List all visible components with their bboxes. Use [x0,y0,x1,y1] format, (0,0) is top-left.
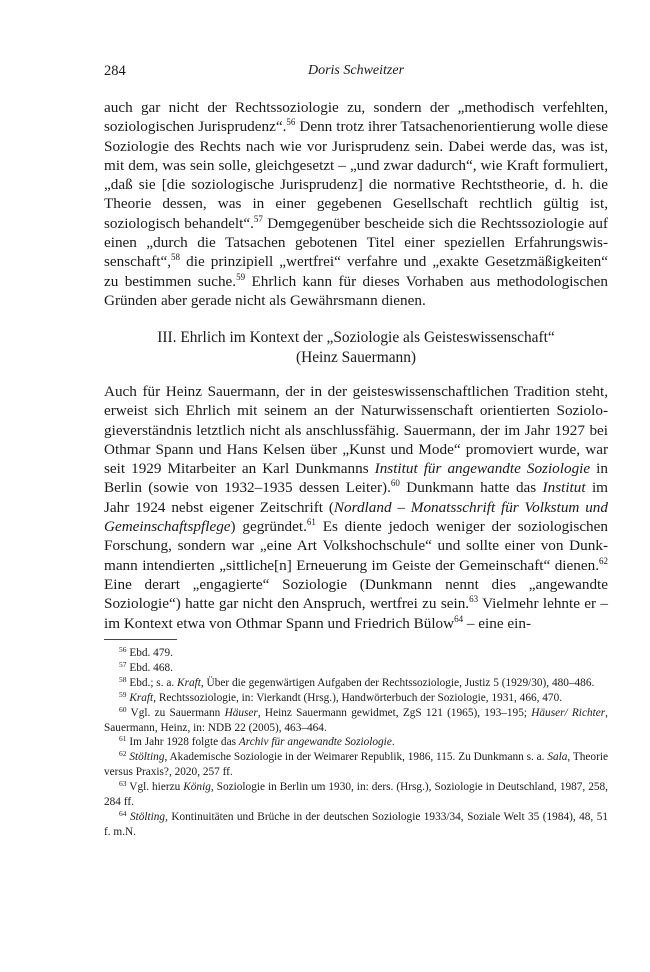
footnote-divider [104,639,177,640]
footnote-ref-60[interactable]: 60 [390,478,400,489]
footnote-56: $^{56}$ Ebd. 479. [119,645,173,659]
footnote-63: $^{63}$ Vgl. hierzu König, Soziologie in Berlin um 1930, in: ders. (Hrsg.), Soziologie in Deutschland, 1987, 258, 284 ff. [104,779,608,809]
footnote-ref-56[interactable]: 56 [286,117,296,128]
paragraph-2: Auch für Heinz Sauermann, der in der geisteswissenschaftlichen Tradition steht, erweist sich Ehrlich mit seinem an der Naturwissenschaft orientierten Soziologieverständnis letztlich nicht als anschlussfähig. Sauermann, der im Jahr 1927 bei Othmar Spann und Hans Kelsen über „Kunst und Mode“ promoviert wurde, war seit 1929 Mitarbeiter an Karl Dunkmanns Institut für angewandte Soziologie in Berlin (sowie von 1932–1935 dessen Leiter).$^{60}$ Dunkmann hatte das Institut im Jahr 1924 nebst eigener Zeitschrift (Nordland – Monatsschrift für Volkstum und Gemeinschaftspflege) gegründet.$^{61}$ Es diente jedoch weniger der soziologischen Forschung, sondern war „eine Art Volkshochschule“ und sollte einer von Dunkmann intendierten „sittliche[n] Erneuerung im Geiste der Gemeinschaft“ dienen.$^{62}$ Eine derart „engagierte“ Soziologie (Dunkmann nennt dies „angewandte Soziologie“) hatte gar nicht den Anspruch, wertfrei zu sein.$^{63}$ Vielmehr lehnte er – im Kontext etwa von Othmar Spann und Friedrich Bülow$^{64}$ – eine ein- [104,383,608,632]
footnote-ref-63[interactable]: 63 [469,594,479,605]
running-head: Doris Schweitzer [307,63,405,78]
footnotes [104,646,608,840]
footnote-57: $^{57}$ Ebd. 468. [119,659,173,674]
footnote-62: $^{62}$ Stölting, Akademische Soziologie in der Weimarer Republik, 1986, 115. Zu Dunkmann s. a. Sala, Theorie versus Praxis?, 2020, 257 ff. [104,749,608,779]
footnote-59: $^{59}$ Kraft, Rechtssoziologie, in: Vierkandt (Hrsg.), Handwörterbuch der Soziologie, 1931, 466, 470. [119,689,563,704]
page-header [104,63,608,83]
footnote-ref-62[interactable]: 62 [599,555,608,566]
footnote-61: $^{61}$ Im Jahr 1928 folgte das Archiv für angewandte Soziologie. [119,734,395,749]
page-number: 284 [104,63,126,79]
footnote-ref-61[interactable]: 61 [306,517,316,528]
section-heading: III. Ehrlich im Kontext der „Soziologie als Geisteswissenschaft“ (Heinz Sauermann) [157,329,555,366]
footnote-60: $^{60}$ Vgl. zu Sauermann Häuser, Heinz Sauermann gewidmet, ZgS 121 (1965), 193–195; Häuser/ Richter, Sauermann, Heinz, in: NDB 22 (2005), 463–464. [104,704,608,734]
footnote-64: $^{64}$ Stölting, Kontinuitäten und Brüche in der deutschen Soziologie 1933/34, Soziale Welt 35 (1984), 48, 51 f. m.N. [104,808,608,838]
footnote-ref-59[interactable]: 59 [236,271,246,282]
footnote-ref-64[interactable]: 64 [454,613,464,624]
footnote-58: $^{58}$ Ebd.; s. a. Kraft, Über die gegenwärtigen Aufgaben der Rechtssoziologie, Justiz 5 (1929/30), 480–486. [119,674,595,689]
paragraph-1: auch gar nicht der Rechtssoziologie zu, sondern der „methodisch verfehlten, soziologischen Jurisprudenz“.$^{56}$ Denn trotz ihrer Tatsachenorientierung wolle diese Soziologie des Rechts nach wie vor Jurisprudenz sein. Dabei werde das, was ist, mit dem, was sein solle, gleichgesetzt – „und zwar dadurch“, wie Kraft formuliert, „daß sie [die soziologische Jurisprudenz] die normative Rechtstheorie, d. h. die Theorie dessen, was in einer gegebenen Gesellschaft rechtlich gültig ist, soziologisch behandelt“.$^{57}$ Demgegenüber bescheide sich die Rechtssoziologie auf einen „durch die Tatsachen gebotenen Titel einer speziellen Erfahrungswissenschaft“,$^{58}$ die prinzipiell „wertfrei“ verfahre und „exakte Gesetzmäßigkeiten“ zu bestimmen suche.$^{59}$ Ehrlich kann für dieses Vorhaben aus methodologischen Gründen aber gerade nicht als Gewährsmann dienen. [104,99,608,309]
footnote-ref-57[interactable]: 57 [253,213,263,224]
footnote-ref-58[interactable]: 58 [171,252,181,263]
